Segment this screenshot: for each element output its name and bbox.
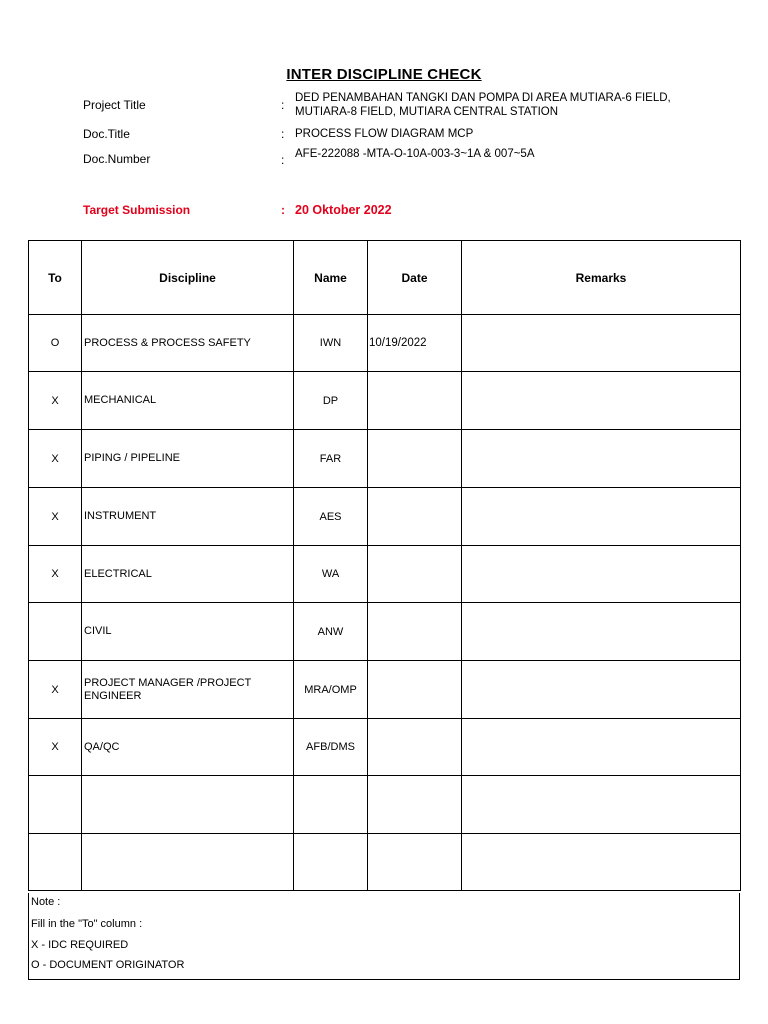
doc-title-colon: : [281,127,285,141]
project-title-line-2: MUTIARA-8 FIELD, MUTIARA CENTRAL STATION [295,106,559,118]
date-cell [368,719,462,776]
to-cell: O [29,315,82,372]
remarks-cell [462,488,741,546]
remarks-cell [462,776,741,834]
notes-line-3: O - DOCUMENT ORIGINATOR [31,959,185,971]
project-title-label: Project Title [83,98,146,112]
date-cell [368,661,462,719]
to-cell: X [29,546,82,603]
date-cell [368,430,462,488]
remarks-cell [462,661,741,719]
name-cell: IWN [294,315,368,372]
discipline-cell: ELECTRICAL [82,546,294,603]
remarks-cell [462,603,741,661]
to-cell: X [29,430,82,488]
discipline-cell: PROJECT MANAGER /PROJECT ENGINEER [82,661,294,719]
header-discipline: Discipline [82,241,294,315]
table-row [29,546,741,603]
table-row [29,719,741,776]
date-cell: 10/19/2022 [368,315,462,372]
discipline-cell: MECHANICAL [82,372,294,430]
discipline-cell: CIVIL [82,603,294,661]
to-cell: X [29,719,82,776]
header-date: Date [368,241,462,315]
table-row [29,430,741,488]
doc-number-value: AFE-222088 -MTA-O-10A-003-3~1A & 007~5A [295,148,535,160]
header-to: To [29,241,82,315]
header-name: Name [294,241,368,315]
notes-line-2: X - IDC REQUIRED [31,939,129,951]
document-heading: INTER DISCIPLINE CHECK [286,66,482,83]
date-cell [368,546,462,603]
table-row [29,488,741,546]
to-cell: X [29,372,82,430]
discipline-cell: PROCESS & PROCESS SAFETY [82,315,294,372]
notes-title: Note : [31,896,61,908]
table-row [29,372,741,430]
name-cell: ANW [294,603,368,661]
to-cell: X [29,488,82,546]
target-submission-value: 20 Oktober 2022 [295,203,392,217]
table-row [29,776,741,834]
to-cell [29,603,82,661]
remarks-cell [462,834,741,891]
name-cell: AFB/DMS [294,719,368,776]
name-cell: MRA/OMP [294,661,368,719]
table-header-row [29,241,741,315]
remarks-cell [462,719,741,776]
notes-line-1: Fill in the "To" column : [31,918,143,930]
date-cell [368,372,462,430]
table-row [29,661,741,719]
discipline-cell: PIPING / PIPELINE [82,430,294,488]
doc-number-label: Doc.Number [83,152,151,166]
remarks-cell [462,546,741,603]
project-title-value [295,91,671,119]
date-cell [368,603,462,661]
project-title-colon: : [281,98,285,112]
header-remarks: Remarks [462,241,741,315]
target-submission-colon: : [281,203,285,217]
doc-number-colon: : [281,153,285,167]
name-cell: AES [294,488,368,546]
idc-table [28,240,741,891]
target-submission-label: Target Submission [83,203,191,217]
date-cell [368,488,462,546]
date-cell [368,834,462,891]
name-cell: WA [294,546,368,603]
doc-title-label: Doc.Title [83,127,130,141]
remarks-cell [462,315,741,372]
project-title-line-1: DED PENAMBAHAN TANGKI DAN POMPA DI AREA MUTIARA-6 FIELD, [295,92,671,104]
discipline-cell [82,776,294,834]
table-row [29,315,741,372]
name-cell [294,834,368,891]
to-cell [29,834,82,891]
remarks-cell [462,430,741,488]
discipline-cell: QA/QC [82,719,294,776]
name-cell: DP [294,372,368,430]
table-row [29,834,741,891]
name-cell [294,776,368,834]
remarks-cell [462,372,741,430]
notes-box [28,893,740,980]
discipline-cell: INSTRUMENT [82,488,294,546]
to-cell [29,776,82,834]
table-row [29,603,741,661]
name-cell: FAR [294,430,368,488]
doc-title-value: PROCESS FLOW DIAGRAM MCP [295,128,474,140]
discipline-cell [82,834,294,891]
to-cell: X [29,661,82,719]
date-cell [368,776,462,834]
